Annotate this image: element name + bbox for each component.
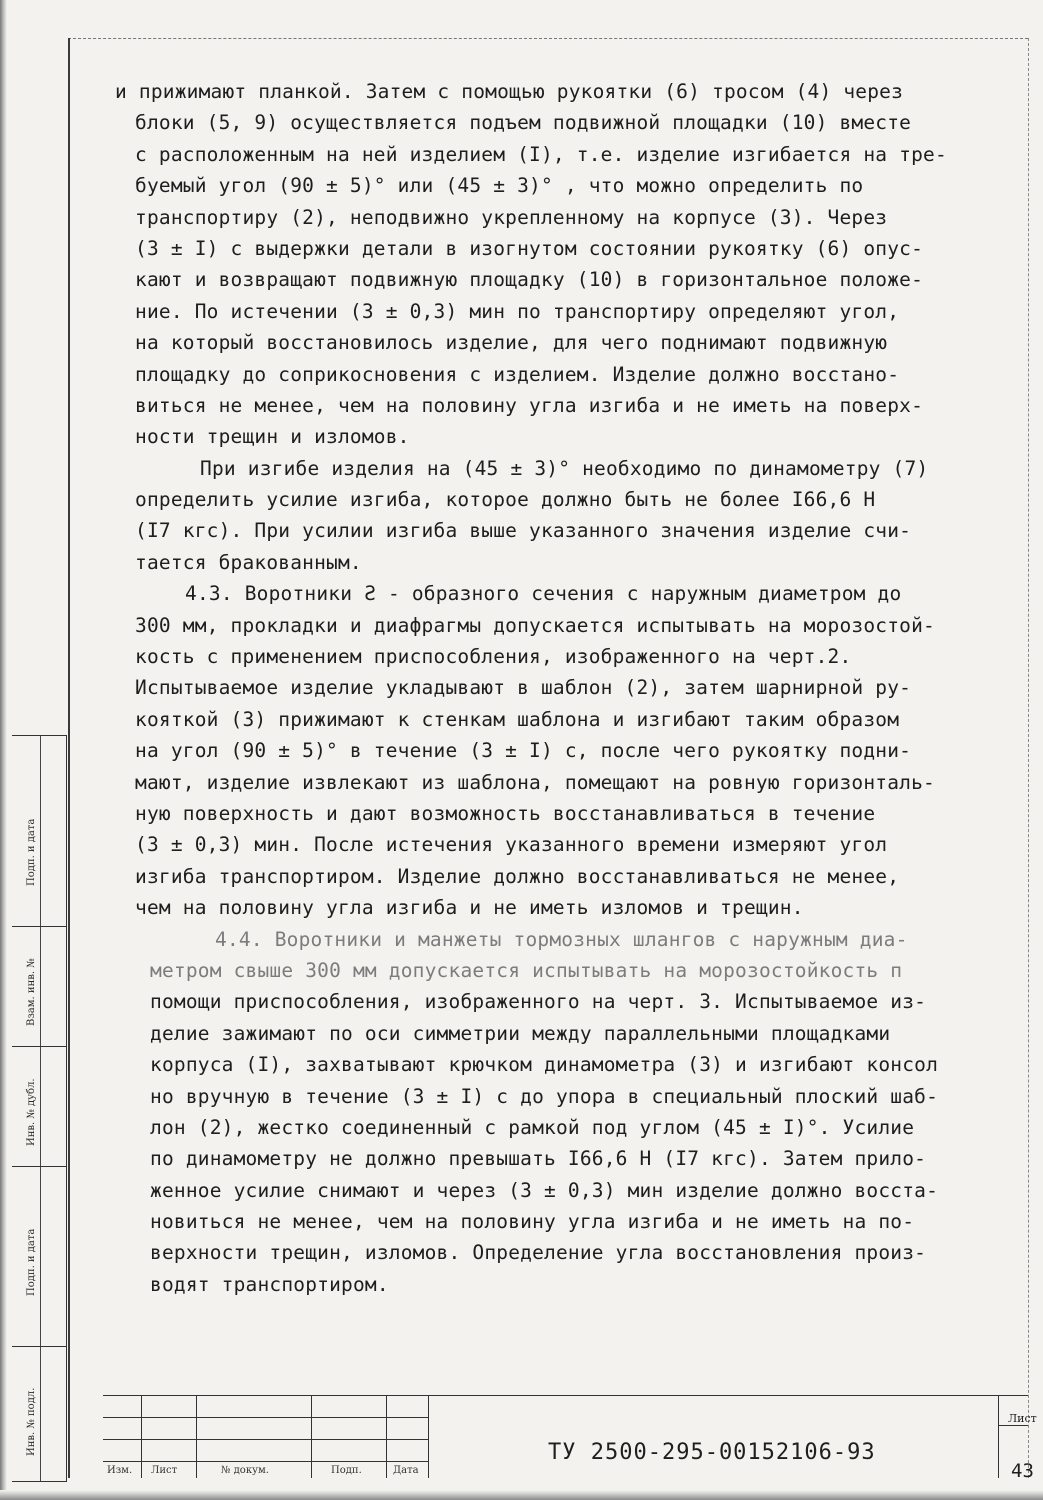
column-label-doc-number: № докум.	[221, 1465, 269, 1476]
sheet-label: Лист	[1008, 1412, 1037, 1425]
stamp-label: Подп. и дата	[26, 818, 37, 886]
document-code: ТУ 2500-295-00152106-93	[548, 1440, 876, 1465]
text-line: метром свыше 300 мм допускается испытывать на морозостойкость п	[150, 958, 903, 982]
scan-edge-shadow	[0, 0, 7, 1500]
stamp-divider	[12, 1046, 66, 1047]
text-line: кают и возвращают подвижную площадку (10) в горизонтальное положе-	[135, 268, 924, 292]
text-line: с расположенным на ней изделием (I), т.е. изделие изгибается на тре-	[135, 142, 947, 166]
title-block-line	[311, 1395, 312, 1478]
stamp-label: Инв. № подл.	[26, 1387, 37, 1456]
text-line: буемый угол (90 ± 5)° или (45 ± 3)° , что можно определить по	[135, 174, 864, 198]
text-line: мают, изделие извлекают из шаблона, помещают на ровную горизонталь-	[135, 770, 935, 794]
text-line: блоки (5, 9) осуществляется подъем подвижной площадки (10) вместе	[135, 111, 912, 135]
column-label-change: Изм.	[107, 1465, 133, 1476]
text-line: лон (2), жестко соединенный с рамкой под углом (45 ± I)°. Усилие	[150, 1115, 915, 1139]
text-line: помощи приспособления, изображенного на черт. 3. Испытываемое из-	[150, 990, 927, 1014]
text-line: женное усилие снимают и через (3 ± 0,3) мин изделие должно восста-	[150, 1178, 939, 1202]
stamp-divider	[12, 1346, 66, 1347]
text-line: транспортиру (2), неподвижно укрепленному на корпусе (3). Через	[135, 205, 888, 229]
text-line: и прижимают планкой. Затем с помощью рукоятки (6) тросом (4) через	[115, 80, 904, 103]
sheet-number: 43	[1011, 1460, 1034, 1482]
text-line: ности трещин и изломов.	[135, 425, 410, 449]
document-body	[115, 76, 1020, 1300]
text-line: определить усилие изгиба, которое должно быть не более I66,6 Н	[135, 488, 876, 512]
text-line: чем на половину угла изгиба и не иметь изломов и трещин.	[135, 896, 804, 920]
stamp-label: Взам. инв. №	[26, 958, 37, 1026]
text-line: 300 мм, прокладки и диафрагмы допускается испытывать на морозостой-	[135, 613, 935, 637]
title-block	[103, 1395, 1028, 1478]
frame-top-border	[68, 38, 1028, 39]
text-line: кояткой (3) прижимают к стенкам шаблона и изгибают таким образом	[135, 707, 900, 731]
title-block-line	[428, 1395, 429, 1478]
stamp-label: Инв. № дубл.	[26, 1078, 37, 1146]
text-line: При изгибе изделия на (45 ± 3)° необходимо по динамометру (7)	[200, 456, 929, 480]
title-block-line	[103, 1395, 1028, 1396]
stamp-divider	[12, 926, 66, 927]
text-line: по динамометру не должно превышать I66,6 Н (I7 кгс). Затем прило-	[150, 1147, 927, 1171]
title-block-line	[196, 1395, 197, 1478]
text-line: 4.3. Воротники Ƨ - образного сечения с наружным диаметром до	[185, 582, 902, 606]
column-label-date: Дата	[393, 1465, 419, 1476]
text-line: тается бракованным.	[135, 550, 362, 574]
text-line: кость с применением приспособления, изображенного на черт.2.	[135, 645, 852, 669]
title-block-line	[998, 1395, 999, 1478]
column-label-sheet: Лист	[151, 1465, 178, 1476]
frame-right-border	[1028, 38, 1029, 1478]
text-line: на который восстановилось изделие, для чего поднимают подвижную	[135, 331, 888, 355]
text-line: ную поверхность и дают возможность восстанавливаться в течение	[135, 801, 876, 825]
text-line: новиться не менее, чем на половину угла изгиба и не иметь на по-	[150, 1210, 915, 1234]
stamp-label: Подп. и дата	[26, 1228, 37, 1296]
title-block-line	[141, 1395, 142, 1478]
text-line: водят транспортиром.	[150, 1272, 389, 1296]
text-line: виться не менее, чем на половину угла изгиба и не иметь на поверх-	[135, 393, 924, 417]
stamp-divider	[12, 1166, 66, 1167]
title-block-line	[386, 1395, 387, 1478]
text-line: Испытываемое изделие укладывают в шаблон (2), затем шарнирной ру-	[135, 676, 912, 700]
text-line: но вручную в течение (3 ± I) с до упора в специальный плоский шаб-	[150, 1084, 939, 1108]
text-line: на угол (90 ± 5)° в течение (3 ± I) с, после чего рукоятку подни-	[135, 739, 912, 763]
text-line: изгиба транспортиром. Изделие должно восстанавливаться не менее,	[135, 864, 900, 888]
text-line: делие зажимают по оси симметрии между параллельными площадками	[150, 1021, 891, 1045]
frame-left-border	[68, 38, 70, 1478]
title-block-line	[103, 1461, 428, 1462]
title-block-line	[998, 1425, 1028, 1426]
text-line: (I7 кгс). При усилии изгиба выше указанного значения изделие счи-	[135, 519, 912, 543]
column-label-signature: Подп.	[331, 1465, 362, 1476]
text-line: верхности трещин, изломов. Определение угла восстановления произ-	[150, 1241, 927, 1265]
title-block-line	[103, 1417, 428, 1418]
side-stamp-block	[12, 735, 67, 1482]
scan-bottom-shadow	[0, 1490, 1043, 1500]
text-line: ние. По истечении (3 ± 0,3) мин по транспортиру определяют угол,	[135, 299, 900, 323]
text-line: площадку до соприкосновения с изделием. Изделие должно восстано-	[135, 362, 900, 386]
text-line: (3 ± 0,3) мин. После истечения указанного времени измеряют угол	[135, 833, 888, 857]
title-block-line	[103, 1439, 428, 1440]
text-line: 4.4. Воротники и манжеты тормозных шлангов с наружным диа-	[215, 927, 908, 951]
stamp-divider	[40, 736, 41, 1481]
text-line: корпуса (I), захватывают крючком динамометра (3) и изгибают консол	[150, 1053, 939, 1077]
text-line: (3 ± I) с выдержки детали в изогнутом состоянии рукоятку (6) опус-	[135, 236, 924, 260]
